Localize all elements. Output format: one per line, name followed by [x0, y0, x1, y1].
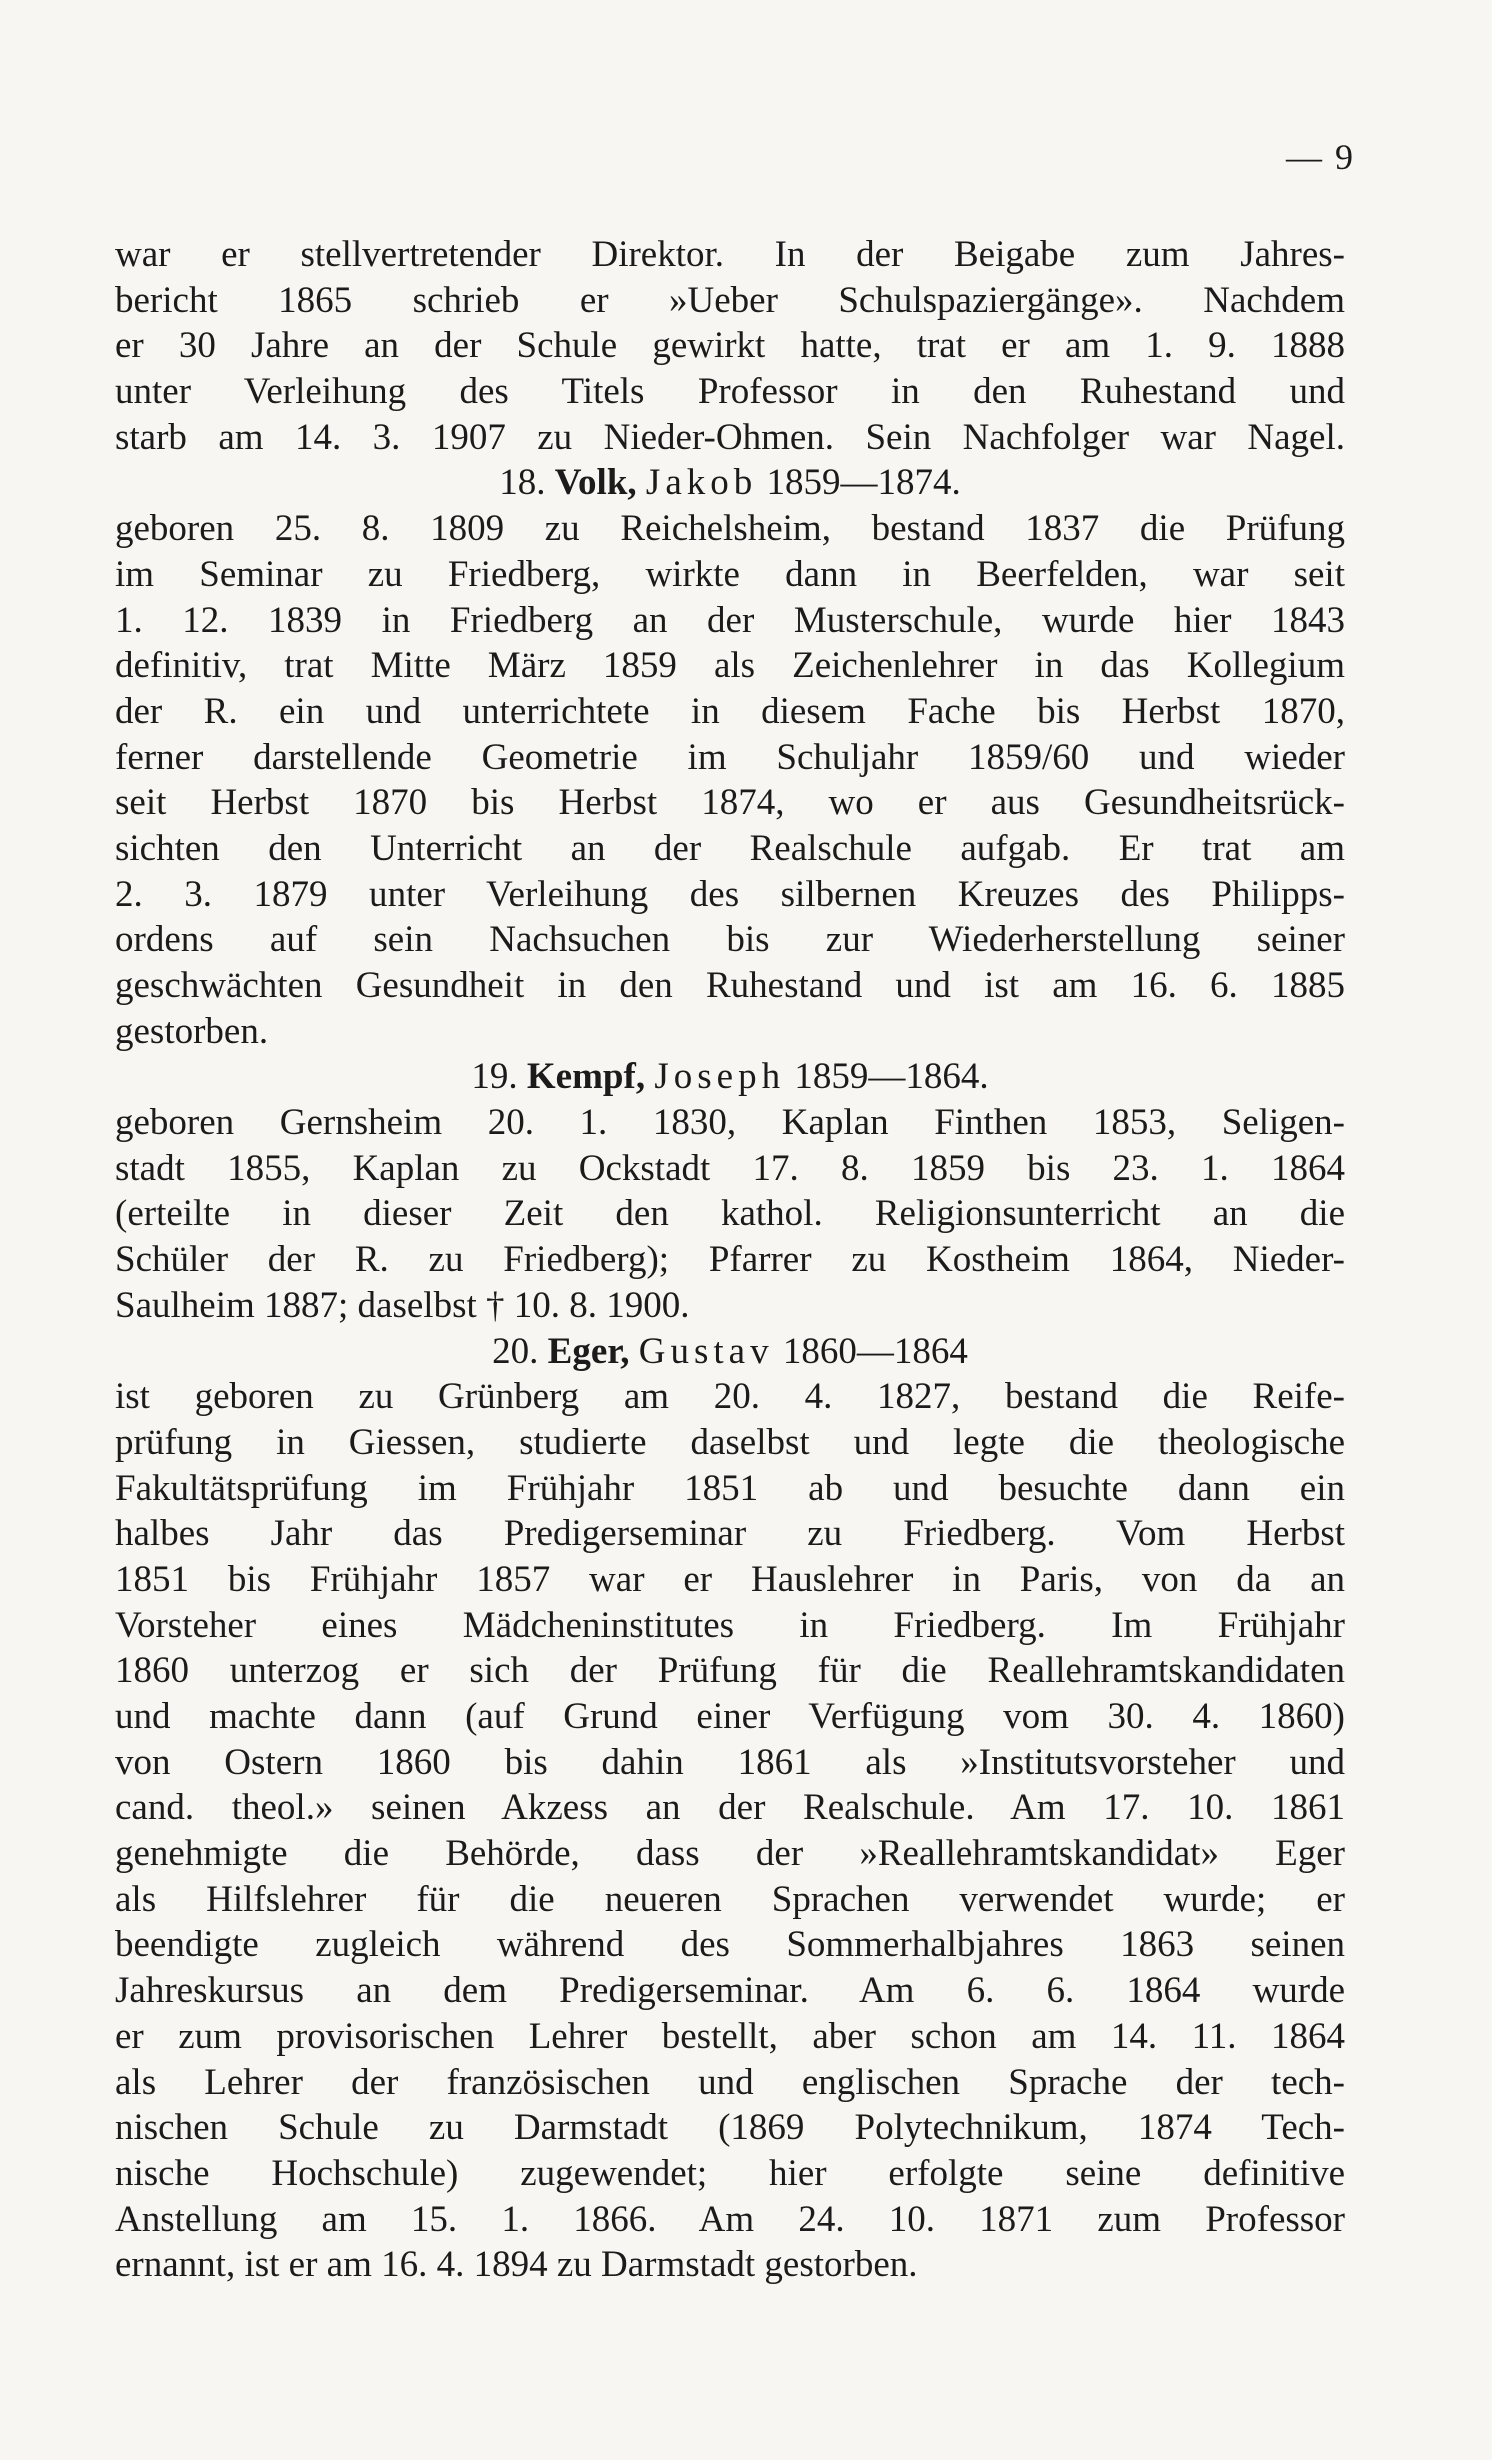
text-line: Schüler der R. zu Friedberg); Pfarrer zu Kostheim 1864, Nieder-	[115, 1239, 1345, 1281]
entry-years: 1859—1874.	[766, 462, 961, 504]
entry-given-name: Gustav	[638, 1330, 774, 1372]
text-line: als Hilfslehrer für die neueren Sprachen verwendet wurde; er	[115, 1878, 1345, 1920]
entry-surname: Eger,	[547, 1330, 630, 1372]
text-line: prüfung in Giessen, studierte daselbst und legte die theologische	[115, 1421, 1345, 1463]
text-line: der R. ein und unterrichtete in diesem Fache bis Herbst 1870,	[115, 690, 1345, 732]
paragraph	[115, 1374, 1345, 2288]
text-line: 2. 3. 1879 unter Verleihung des silbernen Kreuzes des Philipps-	[115, 873, 1345, 915]
text-line: 1851 bis Frühjahr 1857 war er Hauslehrer in Paris, von da an	[115, 1558, 1345, 1600]
text-line: sichten den Unterricht an der Realschule aufgab. Er trat am	[115, 827, 1345, 869]
text-line: Vorsteher eines Mädcheninstitutes in Friedberg. Im Frühjahr	[115, 1604, 1345, 1646]
text-line: genehmigte die Behörde, dass der »Reallehramtskandidat» Eger	[115, 1833, 1345, 1875]
text-line: ist geboren zu Grünberg am 20. 4. 1827, bestand die Reife-	[115, 1376, 1345, 1418]
text-line: beendigte zugleich während des Sommerhalbjahres 1863 seinen	[115, 1924, 1345, 1966]
entry-years: 1860—1864	[782, 1330, 968, 1372]
text-line: stadt 1855, Kaplan zu Ockstadt 17. 8. 1859 bis 23. 1. 1864	[115, 1147, 1345, 1189]
entry-given-name: Joseph	[654, 1056, 786, 1098]
text-line: unter Verleihung des Titels Professor in den Ruhestand und	[115, 371, 1345, 413]
text-line: im Seminar zu Friedberg, wirkte dann in Beerfelden, war seit	[115, 553, 1345, 595]
text-line: seit Herbst 1870 bis Herbst 1874, wo er aus Gesundheitsrück-	[115, 782, 1345, 824]
text-line: Anstellung am 15. 1. 1866. Am 24. 10. 1871 zum Professor	[115, 2198, 1345, 2240]
text-line: er 30 Jahre an der Schule gewirkt hatte, trat er am 1. 9. 1888	[115, 325, 1345, 367]
text-line: nischen Schule zu Darmstadt (1869 Polytechnikum, 1874 Tech-	[115, 2107, 1345, 2149]
entry-number: 19.	[471, 1056, 518, 1098]
entry-number: 18.	[499, 462, 546, 504]
text-line: 1. 12. 1839 in Friedberg an der Musterschule, wurde hier 1843	[115, 599, 1345, 641]
entry-surname: Volk,	[554, 462, 637, 504]
text-line: geboren Gernsheim 20. 1. 1830, Kaplan Finthen 1853, Seligen-	[115, 1102, 1345, 1144]
text-line: er zum provisorischen Lehrer bestellt, aber schon am 14. 11. 1864	[115, 2015, 1345, 2057]
entry-heading	[115, 1329, 1345, 1375]
entry-years: 1859—1864.	[794, 1056, 989, 1098]
text-line: bericht 1865 schrieb er »Ueber Schulspaziergänge». Nachdem	[115, 279, 1345, 321]
text-line: ernannt, ist er am 16. 4. 1894 zu Darmstadt gestorben.	[115, 2244, 918, 2286]
text-line: definitiv, trat Mitte März 1859 als Zeichenlehrer in das Kollegium	[115, 645, 1345, 687]
text-line: cand. theol.» seinen Akzess an der Realschule. Am 17. 10. 1861	[115, 1787, 1345, 1829]
text-line: starb am 14. 3. 1907 zu Nieder-Ohmen. Sein Nachfolger war Nagel.	[115, 416, 1345, 458]
text-line: und machte dann (auf Grund einer Verfügung vom 30. 4. 1860)	[115, 1696, 1345, 1737]
text-line: war er stellvertretender Direktor. In der Beigabe zum Jahres-	[115, 234, 1345, 275]
text-line: Fakultätsprüfung im Frühjahr 1851 ab und besuchte dann ein	[115, 1467, 1345, 1509]
text-line: Jahreskursus an dem Predigerseminar. Am 6. 6. 1864 wurde	[115, 1970, 1345, 2012]
entry-given-name: Jakob	[645, 462, 758, 504]
page-number: — 9	[1286, 137, 1355, 177]
paragraph	[115, 1100, 1345, 1328]
body-text	[115, 232, 1345, 2288]
text-line: ordens auf sein Nachsuchen bis zur Wiederherstellung seiner	[115, 919, 1345, 961]
entry-number: 20.	[492, 1330, 539, 1372]
paragraph	[115, 232, 1345, 460]
text-line: von Ostern 1860 bis dahin 1861 als »Institutsvorsteher und	[115, 1741, 1345, 1783]
text-line: halbes Jahr das Predigerseminar zu Friedberg. Vom Herbst	[115, 1513, 1345, 1555]
entry-heading	[115, 460, 1345, 506]
text-line: geschwächten Gesundheit in den Ruhestand und ist am 16. 6. 1885	[115, 965, 1345, 1006]
text-line: ferner darstellende Geometrie im Schuljahr 1859/60 und wieder	[115, 736, 1345, 778]
text-line: gestorben.	[115, 1010, 269, 1052]
text-line: 1860 unterzog er sich der Prüfung für die Reallehramtskandidaten	[115, 1650, 1345, 1692]
text-line: geboren 25. 8. 1809 zu Reichelsheim, bestand 1837 die Prüfung	[115, 508, 1345, 550]
text-line: nische Hochschule) zugewendet; hier erfolgte seine definitive	[115, 2152, 1345, 2194]
entry-heading	[115, 1054, 1345, 1100]
text-line: als Lehrer der französischen und englischen Sprache der tech-	[115, 2061, 1345, 2103]
text-line: (erteilte in dieser Zeit den kathol. Religionsunterricht an die	[115, 1193, 1345, 1235]
text-line: Saulheim 1887; daselbst † 10. 8. 1900.	[115, 1284, 690, 1326]
entry-surname: Kempf,	[526, 1056, 646, 1098]
paragraph	[115, 506, 1345, 1054]
